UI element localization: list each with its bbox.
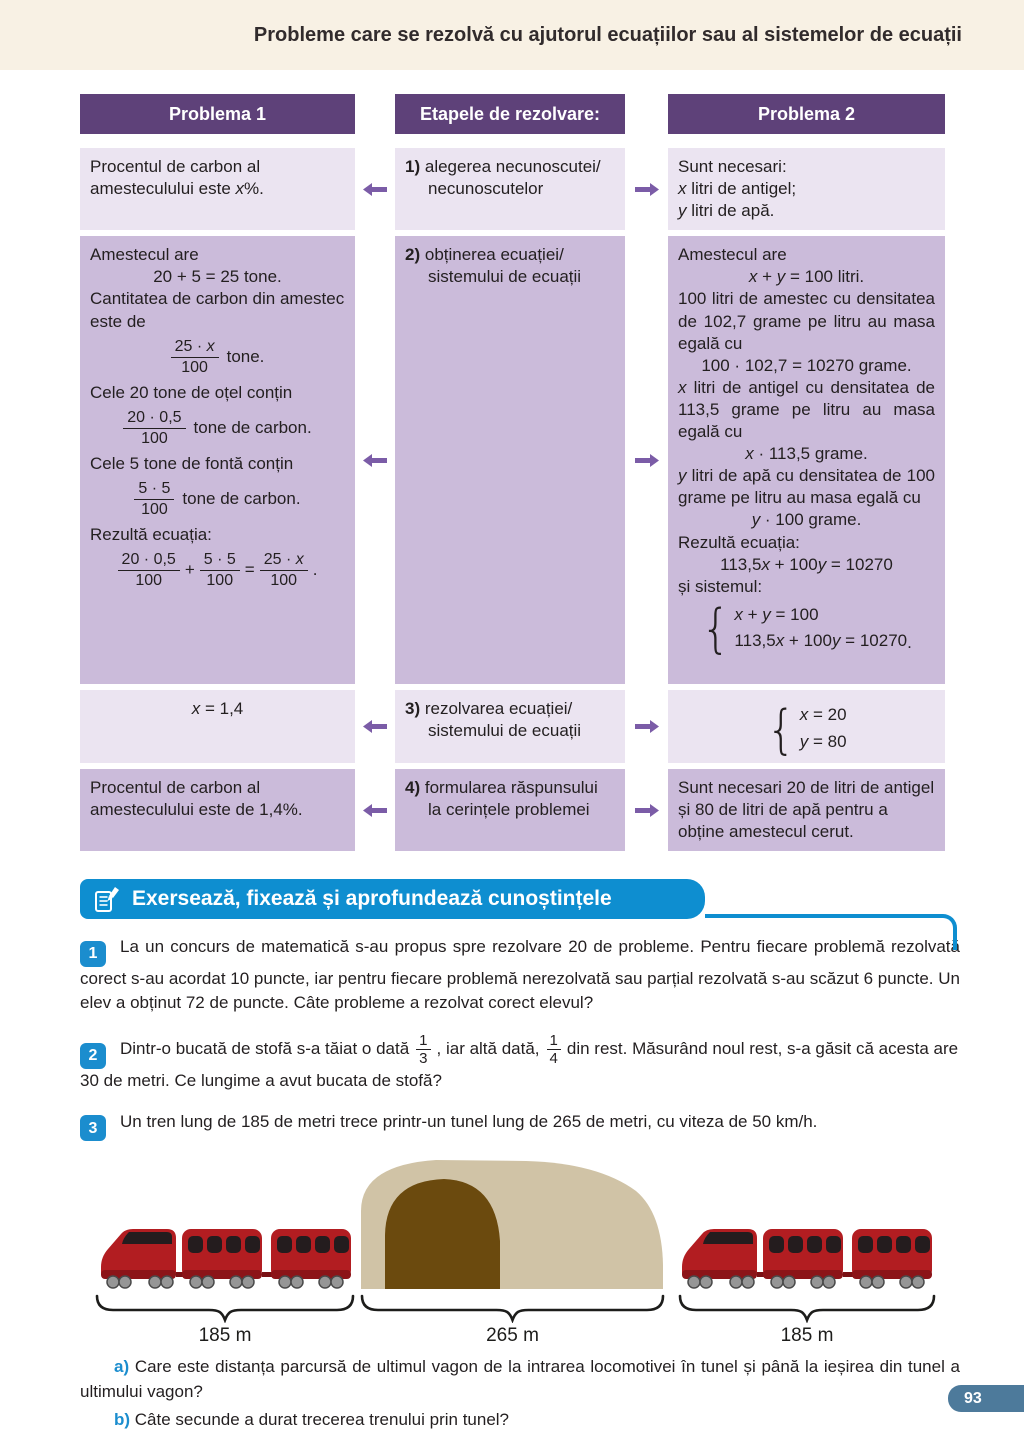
equation-system: { x = 20 y = 80: [766, 697, 847, 760]
left-arrow-icon: [363, 720, 387, 733]
table-row: [80, 690, 1024, 763]
fraction: $\frac{5 \cdot 5}{100}$: [134, 479, 174, 520]
p2-step3-cell: [668, 690, 945, 763]
table-row: [80, 148, 1024, 230]
page-number: 93: [964, 1389, 982, 1407]
step3-cell: 3) rezolvarea ecuației/ sistemului de ecuații: [395, 690, 625, 763]
exercise-number-badge: 3: [80, 1115, 106, 1141]
p1-step4-cell: Procentul de carbon al amesteculului este de 1,4%.: [80, 769, 355, 851]
right-arrow-icon: [635, 804, 659, 817]
solving-steps-table: [80, 94, 1024, 851]
p2-step1-cell: Sunt necesari: x litri de antigel; y litri de apă.: [668, 148, 945, 230]
exercise-3: 3 Un tren lung de 185 de metri trece printr-un tunel lung de 265 de metri, cu viteza de 50 km/h.: [80, 1110, 960, 1142]
distance-label-tunnel: 265 m: [486, 1325, 539, 1347]
p1-step3-cell: x = 1,4: [80, 690, 355, 763]
sub-question-b: b) Câte secunde a durat trecerea trenului prin tunel?: [114, 1410, 510, 1430]
underbrace-center-icon: [360, 1293, 665, 1323]
fraction: $\frac{1}{4}$: [547, 1032, 561, 1068]
p2-step2-cell: Amestecul are x + y = 100 litri. 100 litri de amestec cu densitatea de 102,7 grame pe litru au masa egală cu 100 · 102,7 = 10270 grame. x litri de antigel cu densitatea de 113,5 grame pe litru au masa egală cu x · 113,5 grame. y litri de apă cu densitatea de 100 grame pe litru au masa egală cu y · 100 grame. Rezultă ecuația: 113,5x + 100y = 10270 și sistemul: { x + y = 100 113,5x + 100y = 10270 .: [668, 236, 945, 684]
banner-tail-line: [705, 914, 957, 950]
exercise-2: 2 Dintr-o bucată de stofă s-a tăiat o dată $\frac{1}{3}$ , iar altă dată, $\frac{1}{4}$ din rest. Măsurând noul rest, s-a găsit că acesta are 30 de metri. Ce lungime a avut bucata de stofă?: [80, 1032, 959, 1090]
tunnel-icon: [358, 1153, 666, 1289]
page-number-badge: [948, 1385, 1024, 1412]
section-banner: [80, 879, 705, 919]
section-banner-title: Exersează, fixează și aprofundează cunoștințele: [132, 887, 612, 911]
header-etape: Etapele de rezolvare:: [395, 94, 625, 134]
sub-question-a: a) Care este distanța parcursă de ultimul vagon de la intrarea locomotivei în tunel și până la ieșirea din tunel a ultimului vagon?: [80, 1357, 960, 1401]
train-tunnel-diagram: [0, 1149, 1024, 1345]
step4-cell: 4) formularea răspunsului la cerințele problemei: [395, 769, 625, 851]
exercises-section: [80, 935, 960, 1141]
left-arrow-icon: [363, 454, 387, 467]
table-row: [80, 236, 1024, 684]
system-brace: {: [766, 697, 796, 760]
step1-cell: 1) alegerea necunoscutei/ necunoscutelor: [395, 148, 625, 230]
distance-label-left: 185 m: [198, 1325, 252, 1347]
system-brace: {: [701, 597, 731, 660]
step2-cell: 2) obținerea ecuației/ sistemului de ecuații: [395, 236, 625, 684]
page-header-band: [0, 0, 1024, 70]
right-arrow-icon: [635, 720, 659, 733]
underbrace-left-icon: [95, 1293, 355, 1323]
page-title: Probleme care se rezolvă cu ajutorul ecuațiilor sau al sistemelor de ecuații: [253, 23, 962, 46]
fraction: $\frac{20 \cdot 0,5}{100}$: [123, 408, 185, 449]
table-row: [80, 769, 1024, 851]
exercise-number-badge: 1: [80, 941, 106, 967]
p2-step4-cell: Sunt necesari 20 de litri de antigel și 80 de litri de apă pentru a obține amestecul cerut.: [668, 769, 945, 851]
right-arrow-icon: [635, 183, 659, 196]
p1-step1-cell: Procentul de carbon al amesteculului este x%.: [80, 148, 355, 230]
exercise-1: 1 La un concurs de matematică s-au propus spre rezolvare 20 de probleme. Pentru fiecare problemă rezolvată corect s-au acordat 10 puncte, iar pentru fiecare problemă nerezolvată sau parțial rezolvată s-au scăzut 6 puncte. Un elev a obținut 72 de puncte. Câte probleme a rezolvat corect elevul?: [80, 937, 960, 1013]
train-left-icon: [95, 1223, 357, 1289]
p1-step2-cell: Amestecul are 20 + 5 = 25 tone. Cantitatea de carbon din amestec este de $\frac{25 \cdot x}{100}$ tone. Cele 20 tone de oțel conțin $\frac{20 \cdot 0,5}{100}$ tone de carbon. Cele 5 tone de fontă conțin $\frac{5 \cdot 5}{100}$ tone de carbon. Rezultă ecuația: $\frac{20 \cdot 0,5}{100}$ + $\frac{5 \cdot 5}{100}$ = $\frac{25 \cdot x}{100}$ .: [80, 236, 355, 684]
exercise-number-badge: 2: [80, 1043, 106, 1069]
left-arrow-icon: [363, 804, 387, 817]
train-right-icon: [676, 1223, 938, 1289]
equation-system: { x + y = 100 113,5x + 100y = 10270 .: [701, 597, 912, 660]
table-header-row: [80, 94, 1024, 134]
header-problema-2: Problema 2: [668, 94, 945, 134]
fraction: $\frac{1}{3}$: [416, 1032, 430, 1068]
underbrace-right-icon: [678, 1293, 936, 1323]
sub-questions: [80, 1355, 960, 1433]
right-arrow-icon: [635, 454, 659, 467]
distance-label-right: 185 m: [780, 1325, 834, 1347]
left-arrow-icon: [363, 183, 387, 196]
notepad-pencil-icon: [94, 885, 120, 913]
equation: $\frac{20 \cdot 0,5}{100}$ + $\frac{5 \cdot 5}{100}$ = $\frac{25 \cdot x}{100}$ .: [90, 550, 345, 591]
fraction: $\frac{25 \cdot x}{100}$: [171, 337, 219, 378]
header-problema-1: Problema 1: [80, 94, 355, 134]
